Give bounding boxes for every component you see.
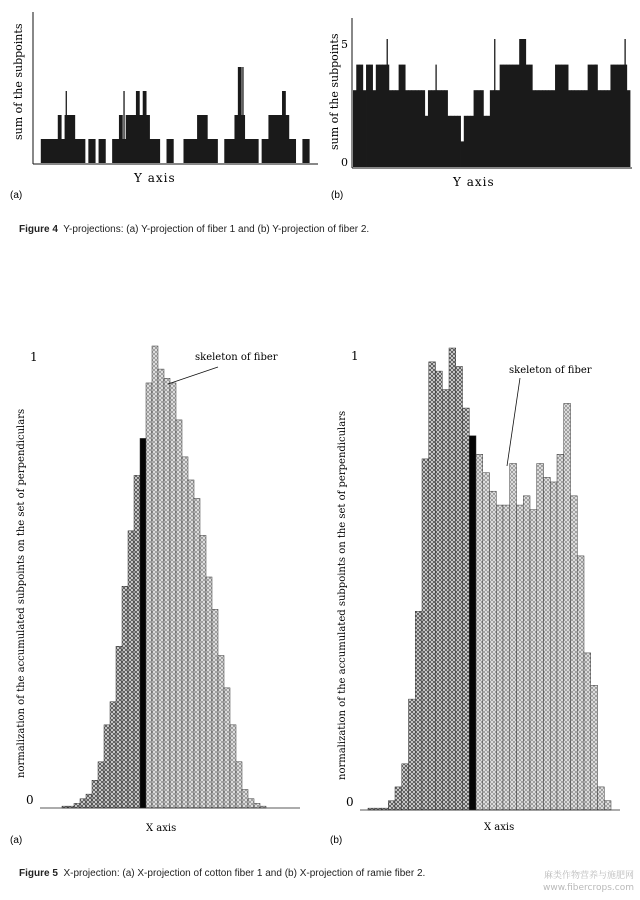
fig4a-bar — [248, 139, 252, 163]
fig4b-bar — [500, 65, 504, 167]
fig4b-bar — [601, 90, 605, 167]
fig4b-bar — [369, 65, 373, 167]
fig4b-bar — [438, 90, 442, 167]
fig4b-bar — [578, 90, 582, 167]
watermark-line1: 麻类作物营养与施肥网 — [543, 871, 634, 881]
fig4b-bars — [353, 39, 630, 167]
fig5b-bar — [395, 787, 402, 810]
fig4b-bar — [457, 116, 461, 167]
fig4a-xlabel: Y axis — [134, 171, 176, 185]
fig5a-bar — [188, 480, 194, 808]
fig4a-bar — [75, 139, 79, 163]
fig4a-bar — [133, 115, 137, 163]
fig5b-xlabel: X axis — [484, 822, 515, 833]
fig5b-bar — [577, 556, 584, 810]
fig4b-bar — [607, 90, 611, 167]
fig5a-bar — [194, 498, 200, 808]
fig4b-bar — [627, 90, 631, 167]
fig5a-annotation: skeleton of fiber — [195, 352, 278, 363]
fig4b-ylabel: sum of the subpoints — [328, 33, 341, 150]
fig4b-bar — [545, 90, 549, 167]
fig5a-bar — [224, 688, 230, 808]
watermark — [543, 870, 634, 894]
fig5a-bar — [248, 799, 254, 808]
fig5b-bar — [436, 371, 443, 810]
fig4a-bar — [275, 115, 279, 163]
fig5a-annotation-pointer — [168, 367, 218, 384]
fig4a-bar — [156, 139, 160, 163]
fig4b-bar — [506, 65, 510, 167]
fig5b-bar — [544, 477, 551, 810]
fig4b-bar — [516, 65, 520, 167]
fig5a-bar — [218, 656, 224, 808]
fig4a-bar — [197, 115, 201, 163]
fig5b-skeleton-bar — [469, 436, 476, 810]
fig4b-chart — [328, 18, 632, 201]
fig4a-bar — [82, 139, 86, 163]
fig4b-bar — [376, 65, 380, 167]
fig4a-bar — [153, 139, 157, 163]
fig4a-bar — [126, 115, 130, 163]
fig5b-bar — [388, 801, 395, 810]
fig4a-bar — [200, 115, 204, 163]
fig5b-bar — [456, 366, 463, 810]
fig4a-bar — [170, 139, 174, 163]
fig5a-chart — [10, 346, 300, 846]
fig5a-bar — [122, 586, 128, 808]
fig4a-bar — [116, 139, 120, 163]
fig4a-bar — [48, 139, 52, 163]
fig5b-bar — [523, 496, 530, 810]
fig4b-bar — [529, 65, 533, 167]
fig5b-bar — [530, 510, 537, 810]
fig4a-bar — [41, 139, 45, 163]
fig4b-bar — [389, 90, 393, 167]
fig4b-bar — [558, 65, 562, 167]
fig5a-bar — [164, 378, 170, 808]
fig4a-bar — [262, 139, 266, 163]
fig4a-bar — [245, 139, 249, 163]
fig4b-bar — [562, 65, 566, 167]
fig4b-bar — [431, 90, 435, 167]
fig5a-bar — [254, 803, 260, 808]
fig4a-bar — [99, 139, 103, 163]
fig4b-bar — [597, 90, 601, 167]
fig5b-bar — [503, 505, 510, 810]
fig4b-bar — [487, 116, 491, 167]
fig4a-bar — [231, 139, 235, 163]
fig5b-ytick-top: 1 — [351, 349, 359, 363]
fig4b-bar — [503, 65, 507, 167]
fig4a-bar — [268, 115, 272, 163]
fig4b-bar — [379, 65, 383, 167]
fig4b-bar — [454, 116, 458, 167]
fig4a-bar — [187, 139, 191, 163]
fig5b-bar — [476, 454, 483, 810]
fig5b-ytick-zero: 0 — [346, 795, 354, 809]
figure5-caption-label: Figure 5 — [19, 868, 58, 879]
fig4a-chart — [10, 12, 318, 201]
fig5b-bar — [517, 505, 524, 810]
fig5a-bar — [80, 799, 86, 808]
fig4b-bar — [418, 90, 422, 167]
fig4b-xlabel: Y axis — [453, 175, 495, 189]
fig5a-bar — [242, 790, 248, 808]
figure5-caption-text: X-projection: (a) X-projection of cotton fiber 1 and (b) X-projection of ramie fiber 2. — [63, 868, 426, 879]
fig4b-bar — [483, 116, 487, 167]
fig4a-bar — [211, 139, 215, 163]
fig4b-bar — [464, 116, 468, 167]
fig5a-xlabel: X axis — [146, 823, 177, 834]
fig4b-bar — [575, 90, 579, 167]
fig4a-bar — [61, 139, 65, 163]
fig5b-bar — [537, 464, 544, 811]
fig4a-bar — [102, 139, 106, 163]
fig5a-ytick-top: 1 — [30, 350, 38, 364]
fig4b-bar — [428, 90, 432, 167]
fig5a-bar — [170, 383, 176, 808]
fig4a-bar — [214, 139, 218, 163]
fig4a-bars — [41, 67, 310, 163]
fig5a-bar — [86, 794, 92, 808]
fig4b-bar — [363, 90, 367, 167]
fig5a-bar — [206, 577, 212, 808]
fig5b-annotation-pointer — [507, 378, 520, 466]
fig4b-bar — [353, 90, 357, 167]
fig4a-bar — [272, 115, 276, 163]
fig5a-bar — [128, 531, 134, 808]
fig4b-bar — [532, 90, 536, 167]
fig4b-bar — [392, 90, 396, 167]
fig5a-bar — [134, 475, 140, 808]
fig4a-bar — [183, 139, 187, 163]
fig5b-ylabel: normalization of the accumulated subpoints on the set of perpendiculars — [337, 410, 348, 780]
fig4a-bar — [228, 139, 232, 163]
fig4b-bar — [555, 65, 559, 167]
fig4b-bar — [591, 65, 595, 167]
fig4b-bar — [448, 116, 452, 167]
fig5a-bar — [236, 762, 242, 808]
fig4b-bar — [552, 90, 556, 167]
fig4a-bar — [58, 115, 62, 163]
fig4b-panel-label: (b) — [331, 190, 344, 201]
fig5a-skeleton-bar — [140, 438, 146, 808]
fig4b-bar — [461, 141, 465, 167]
fig4b-bar — [509, 65, 513, 167]
fig5b-annotation: skeleton of fiber — [509, 365, 592, 376]
fig4b-bar — [415, 90, 419, 167]
fig5b-bar — [490, 491, 497, 810]
fig4b-bar — [610, 65, 614, 167]
fig4b-bar — [584, 90, 588, 167]
fig4b-bar — [451, 116, 455, 167]
fig4b-bar — [588, 65, 592, 167]
fig4a-panel-label: (a) — [10, 190, 23, 201]
fig4a-ylabel: sum of the subpoints — [12, 23, 25, 140]
fig5b-bar — [483, 473, 490, 810]
fig5a-bar — [74, 803, 80, 808]
fig4a-bar — [146, 115, 150, 163]
fig4a-bar — [289, 139, 293, 163]
figure4-caption — [19, 224, 369, 235]
fig4a-bar — [224, 139, 228, 163]
fig4b-bar — [399, 65, 403, 167]
fig4a-bar — [190, 139, 194, 163]
fig4b-bar — [565, 65, 569, 167]
figure4-caption-label: Figure 4 — [19, 224, 58, 235]
fig5a-bars — [62, 346, 266, 808]
fig4b-bar — [356, 65, 360, 167]
fig4a-bar — [143, 91, 147, 163]
fig4a-bar — [139, 115, 143, 163]
fig4b-bar — [395, 90, 399, 167]
fig4b-bar — [474, 90, 478, 167]
fig4b-bar — [360, 65, 364, 167]
fig4b-ytick-zero: 0 — [341, 156, 348, 169]
fig4a-bar — [51, 139, 55, 163]
fig4a-bar — [88, 139, 92, 163]
fig4b-bar — [620, 65, 624, 167]
fig5b-bar — [409, 699, 416, 810]
fig4a-bar — [204, 115, 208, 163]
fig4a-bar — [54, 139, 58, 163]
fig4a-bar — [92, 139, 96, 163]
fig5a-bar — [98, 762, 104, 808]
fig4a-bar — [129, 115, 133, 163]
fig4b-bar — [526, 65, 530, 167]
fig4a-bar — [119, 115, 123, 163]
fig4b-bar — [549, 90, 553, 167]
fig5b-bar — [550, 482, 557, 810]
fig5a-bar — [200, 535, 206, 808]
fig4a-bar — [302, 139, 306, 163]
fig4a-bar — [207, 139, 211, 163]
fig4a-bar — [255, 139, 259, 163]
fig4a-bar — [44, 139, 48, 163]
fig4b-bar — [421, 90, 425, 167]
fig5a-bar — [212, 609, 218, 808]
fig5a-bar — [146, 383, 152, 808]
fig4b-bar — [535, 90, 539, 167]
fig4b-bar — [408, 90, 412, 167]
fig4b-bar — [496, 90, 500, 167]
fig5b-bar — [429, 362, 436, 810]
fig5b-bar — [422, 459, 429, 810]
fig4b-bar — [490, 90, 494, 167]
fig4b-bar — [467, 116, 471, 167]
fig4b-bar — [402, 65, 406, 167]
fig4a-bar — [68, 115, 72, 163]
watermark-line2: www.fibercrops.com — [543, 883, 634, 893]
fig4b-bar — [568, 90, 572, 167]
fig5b-chart — [330, 348, 620, 846]
figure5-caption — [19, 868, 425, 879]
fig4b-bar — [405, 90, 409, 167]
fig4b-bar — [617, 65, 621, 167]
fig5a-bar — [92, 780, 98, 808]
fig4a-bar — [71, 115, 75, 163]
fig5b-bar — [442, 390, 449, 810]
fig4b-bar — [425, 116, 429, 167]
fig5b-bar — [449, 348, 456, 810]
fig4b-bar — [470, 116, 474, 167]
fig4b-bar — [614, 65, 618, 167]
fig5b-bar — [402, 764, 409, 810]
fig4b-bar — [581, 90, 585, 167]
fig4a-bar — [292, 139, 296, 163]
fig4b-bar — [542, 90, 546, 167]
fig4a-bar — [306, 139, 310, 163]
fig4b-bar — [373, 90, 377, 167]
fig5a-bar — [158, 369, 164, 808]
fig4b-bar — [477, 90, 481, 167]
fig5a-ylabel: normalization of the accumulated subpoints on the set of perpendiculars — [16, 408, 27, 778]
fig5a-bar — [152, 346, 158, 808]
fig5a-bar — [176, 420, 182, 808]
fig4a-bar — [251, 139, 255, 163]
fig4b-bar — [382, 65, 386, 167]
fig4b-bar — [441, 90, 445, 167]
fig5a-bar — [230, 725, 236, 808]
fig5b-bar — [571, 496, 578, 810]
fig4a-bar — [194, 139, 198, 163]
fig4b-bar — [444, 90, 448, 167]
fig4a-bar — [285, 115, 289, 163]
fig4a-bar — [78, 139, 82, 163]
fig5a-ytick-zero: 0 — [26, 793, 34, 807]
fig4a-bar — [150, 139, 154, 163]
fig5b-bar — [604, 801, 611, 810]
fig4b-bar — [366, 65, 370, 167]
fig4a-bar — [234, 115, 238, 163]
fig4b-bar — [522, 39, 526, 167]
fig5b-bar — [584, 653, 591, 810]
fig4b-bar — [480, 90, 484, 167]
fig5a-bar — [104, 725, 110, 808]
fig5a-bar — [116, 646, 122, 808]
fig4a-bar — [167, 139, 171, 163]
fig5b-bar — [557, 454, 564, 810]
fig4a-bar — [279, 115, 283, 163]
fig5b-bar — [510, 464, 517, 811]
fig4b-bar — [412, 90, 416, 167]
fig5a-bar — [182, 457, 188, 808]
fig5b-bar — [591, 685, 598, 810]
fig4b-bar — [604, 90, 608, 167]
fig4b-ytick-top: 5 — [341, 38, 348, 51]
fig5b-panel-label: (b) — [330, 835, 343, 846]
fig5a-panel-label: (a) — [10, 835, 23, 846]
fig5b-bar — [564, 403, 571, 810]
fig4b-bar — [539, 90, 543, 167]
fig5b-bar — [496, 505, 503, 810]
fig4a-bar — [265, 139, 269, 163]
fig5b-bar — [415, 611, 422, 810]
fig5b-bar — [598, 787, 605, 810]
figure4-caption-text: Y-projections: (a) Y-projection of fiber 1 and (b) Y-projection of fiber 2. — [63, 224, 370, 235]
fig4b-bar — [513, 65, 517, 167]
fig5b-bar — [463, 408, 470, 810]
fig4a-bar — [112, 139, 116, 163]
fig5b-bars — [368, 348, 611, 810]
fig5a-bar — [110, 702, 116, 808]
fig4b-bar — [571, 90, 575, 167]
fig4a-bar — [238, 67, 242, 163]
